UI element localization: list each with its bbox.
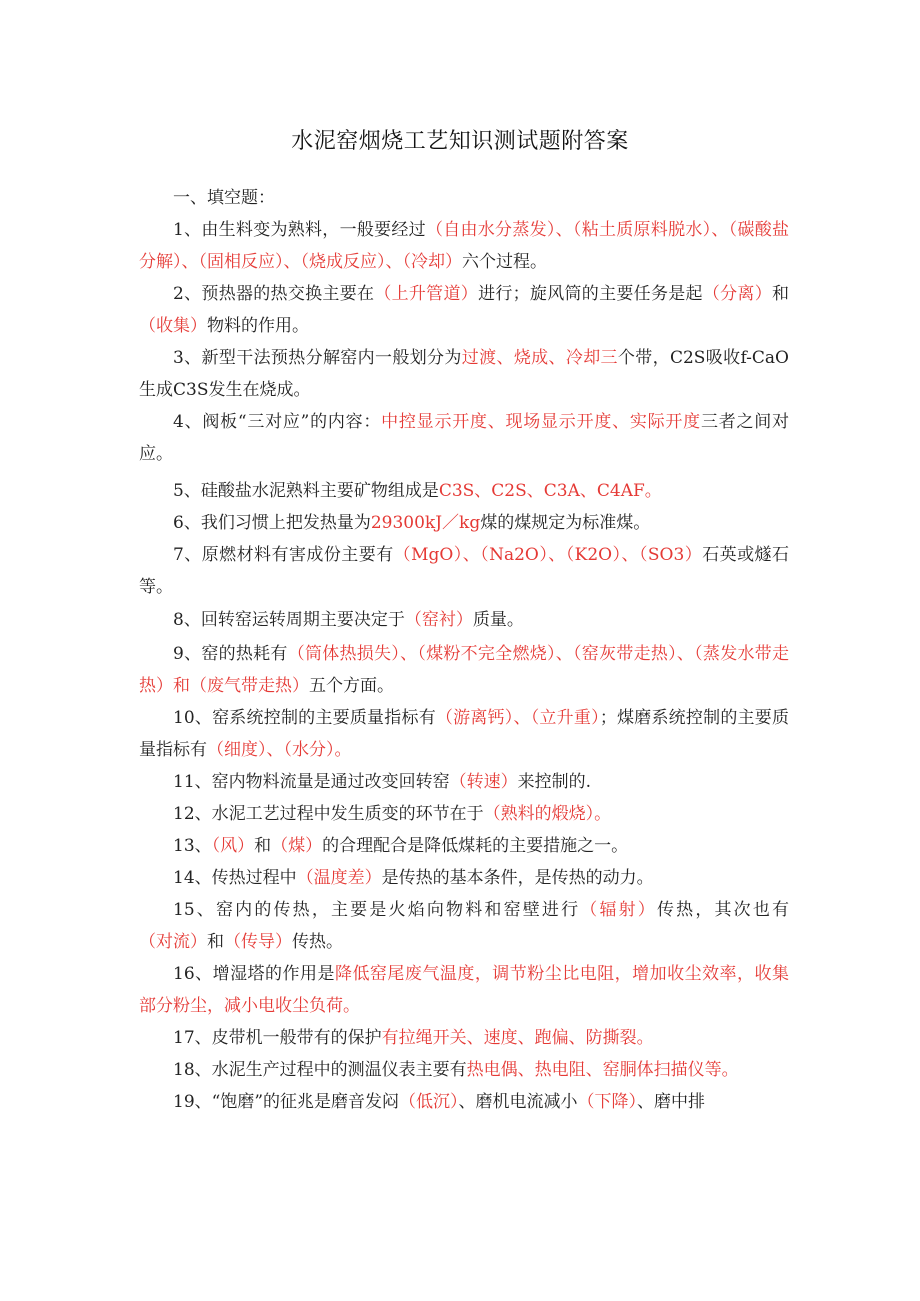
question-15 — [139, 894, 789, 958]
question-text: 7、原燃材料有害成份主要有 — [173, 545, 394, 565]
answer-text: （游离钙）、（立升重） — [435, 708, 600, 728]
question-text: 17、皮带机一般带有的保护 — [173, 1028, 382, 1048]
question-13 — [139, 830, 789, 862]
question-12 — [139, 798, 789, 830]
question-17 — [139, 1022, 789, 1054]
question-text: 9、窑的热耗有 — [173, 644, 288, 664]
section-heading: 一、填空题： — [173, 188, 275, 208]
question-text: 10、窑系统控制的主要质量指标有 — [173, 708, 436, 728]
answer-text: （上升管道） — [374, 284, 479, 304]
question-text: 14、传热过程中 — [173, 868, 297, 888]
question-9 — [139, 638, 789, 702]
question-text: 1、由生料变为熟料，一般要经过 — [173, 220, 426, 240]
question-text: 4、阀板“三对应”的内容： — [173, 412, 382, 432]
question-text: 来控制的. — [517, 772, 592, 792]
question-4 — [139, 406, 789, 470]
question-text: 是传热的基本条件，是传热的动力。 — [381, 868, 654, 888]
answer-text: 过渡、烧成、冷却三 — [461, 348, 618, 368]
answer-text: （对流） — [139, 932, 207, 952]
question-19 — [139, 1086, 789, 1118]
question-6 — [139, 507, 789, 539]
answer-text: （温度差） — [296, 868, 382, 888]
question-text: 8、回转窑运转周期主要决定于 — [173, 610, 405, 630]
answer-text: 有拉绳开关、速度、跑偏、防撕裂。 — [381, 1028, 654, 1048]
question-14 — [139, 862, 789, 894]
question-text: 和 — [254, 836, 272, 856]
question-text: 3、新型干法预热分解窑内一般划分为 — [173, 348, 462, 368]
document-title: 水泥窑烟烧工艺知识测试题附答案 — [291, 129, 629, 154]
answer-text: （下降） — [577, 1092, 638, 1112]
question-10 — [139, 702, 789, 766]
question-7 — [139, 539, 789, 603]
question-text: 13、 — [173, 836, 212, 856]
answer-text: （传导） — [224, 932, 292, 952]
question-text: 、磨中排 — [637, 1092, 706, 1112]
question-1 — [139, 214, 789, 278]
question-text: 进行；旋风筒的主要任务是起 — [478, 284, 703, 304]
answer-text: （熟料的煅烧）。 — [483, 804, 612, 824]
question-5 — [139, 475, 789, 507]
answer-text: （细度）、（水分）。 — [207, 740, 352, 760]
question-3 — [139, 342, 789, 406]
question-text: 和 — [772, 284, 790, 304]
question-text: 、磨机电流减小 — [458, 1092, 578, 1112]
question-text: 12、水泥工艺过程中发生质变的环节在于 — [173, 804, 484, 824]
answer-text: C3S、C2S、C3A、C4AF。 — [438, 481, 662, 501]
question-text: 19、“饱磨”的征兆是磨音发闷 — [173, 1092, 400, 1112]
question-text: 煤的煤规定为标准煤。 — [480, 513, 651, 533]
answer-text: （MgO）、（Na2O）、（K2O）、（SO3） — [393, 545, 703, 565]
answer-text: （窑衬） — [404, 610, 473, 630]
question-text: 石英或燧石等。 — [139, 545, 789, 597]
answer-text: 降低窑尾废气温度，调节粉尘比电阻，增加收尘效率，收集部分粉尘，减小电收尘负荷。 — [139, 964, 789, 1016]
question-text: 5、硅酸盐水泥熟料主要矿物组成是 — [173, 481, 439, 501]
question-text: 物料的作用。 — [207, 316, 309, 336]
answer-text: （辐射） — [580, 900, 657, 920]
question-text: 11、窑内物料流量是通过改变回转窑 — [173, 772, 450, 792]
question-text: 2、预热器的热交换主要在 — [173, 284, 375, 304]
answer-text: （收集） — [139, 316, 207, 336]
question-text: 18、水泥生产过程中的测温仪表主要有 — [173, 1060, 467, 1080]
question-text: ；煤磨系统控制的主要质量指标有 — [139, 708, 789, 760]
question-text: 传热，其次也有 — [656, 900, 790, 920]
question-8 — [139, 604, 789, 636]
answer-text: （自由水分蒸发）、（粘土质原料脱水）、（碳酸盐分解）、（固相反应）、（烧成反应）、（冷却） — [139, 220, 790, 272]
question-text: 质量。 — [472, 610, 524, 630]
answer-text: （煤） — [271, 836, 323, 856]
question-text: 和 — [207, 932, 224, 952]
answer-text: 29300kJ／kg — [370, 513, 481, 533]
question-text: 16、增湿塔的作用是 — [173, 964, 335, 984]
question-18 — [139, 1054, 789, 1086]
question-2 — [139, 278, 789, 342]
answer-text: （转速） — [449, 772, 518, 792]
answer-text: （筒体热损失）、（煤粉不完全燃烧）、（窑灰带走热）、（蒸发水带走热）和（废气带走热） — [139, 644, 789, 696]
question-text: 六个过程。 — [462, 252, 547, 272]
question-text: 三者之间对应。 — [139, 412, 789, 464]
answer-text: （低沉） — [399, 1092, 459, 1112]
answer-text: （风） — [211, 836, 255, 856]
question-text: 传热。 — [292, 932, 343, 952]
question-text: 15、窑内的传热，主要是火焰向物料和窑壁进行 — [173, 900, 581, 920]
question-text: 的合理配合是降低煤耗的主要措施之一。 — [322, 836, 629, 856]
question-text: 个带，C2S吸收f-CaO生成C3S发生在烧成。 — [139, 348, 789, 400]
answer-text: （分离） — [702, 284, 773, 304]
question-text: 五个方面。 — [309, 676, 394, 696]
answer-text: 热电偶、热电阻、窑胴体扫描仪等。 — [466, 1060, 739, 1080]
question-text: 6、我们习惯上把发热量为 — [173, 513, 371, 533]
question-11 — [139, 766, 789, 798]
question-16 — [139, 958, 789, 1022]
answer-text: 中控显示开度、现场显示开度、实际开度 — [381, 412, 701, 432]
